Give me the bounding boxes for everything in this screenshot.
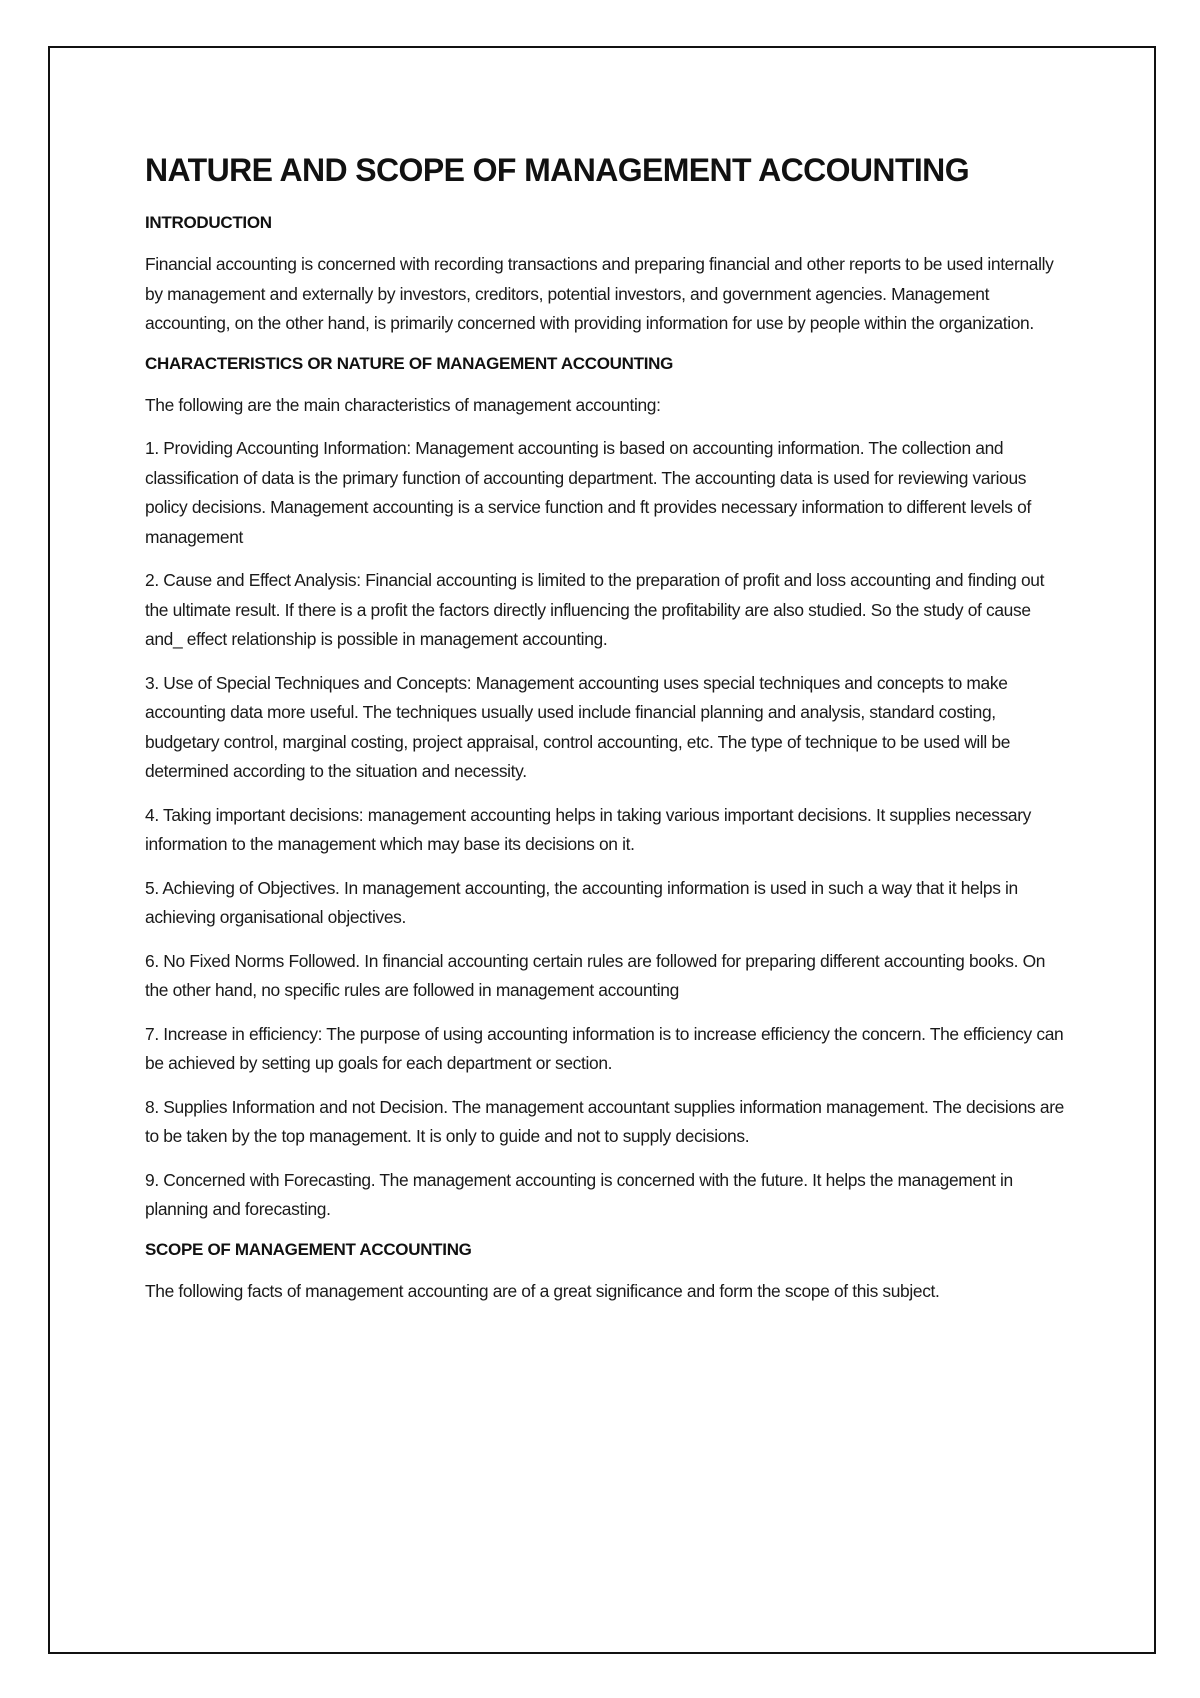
- characteristic-item-2: 2. Cause and Effect Analysis: Financial accounting is limited to the preparation of profit and loss accounting and finding out the ultimate result. If there is a profit the factors directly influencing the profitability are also studied. So the study of cause and_ effect relationship is possible in management accounting.: [145, 570, 1045, 649]
- characteristic-item-5: 5. Achieving of Objectives. In management accounting, the accounting information is used in such a way that it helps in achieving organisational objectives.: [145, 877, 1018, 927]
- document-content: [145, 150, 1065, 1320]
- characteristic-item-6: 6. No Fixed Norms Followed. In financial accounting certain rules are followed for preparing different accounting books. On the other hand, no specific rules are followed in management accounting: [145, 950, 1046, 1000]
- characteristic-item-4: 4. Taking important decisions: management accounting helps in taking various important decisions. It supplies necessary information to the management which may base its decisions on it.: [145, 804, 1032, 854]
- characteristic-item-7: 7. Increase in efficiency: The purpose of using accounting information is to increase efficiency the concern. The efficiency can be achieved by setting up goals for each department or section.: [145, 1023, 1064, 1073]
- document-title: NATURE AND SCOPE OF MANAGEMENT ACCOUNTING: [145, 152, 969, 188]
- characteristics-intro: The following are the main characteristics of management accounting:: [145, 394, 661, 415]
- characteristic-item-9: 9. Concerned with Forecasting. The management accounting is concerned with the future. It helps the management in planning and forecasting.: [145, 1169, 1013, 1219]
- characteristics-heading: CHARACTERISTICS OR NATURE OF MANAGEMENT ACCOUNTING: [145, 353, 674, 373]
- scope-heading: SCOPE OF MANAGEMENT ACCOUNTING: [145, 1239, 472, 1259]
- characteristic-item-1: 1. Providing Accounting Information: Management accounting is based on accounting information. The collection and classification of data is the primary function of accounting department. The accounting data is used for reviewing various policy decisions. Management accounting is a service function and ft provides necessary information to different levels of management: [145, 438, 1031, 547]
- scope-paragraph: The following facts of management accounting are of a great significance and form the scope of this subject.: [145, 1280, 940, 1301]
- introduction-paragraph: Financial accounting is concerned with recording transactions and preparing financial and other reports to be used internally by management and externally by investors, creditors, potential investors, and government agencies. Management accounting, on the other hand, is primarily concerned with providing information for use by people within the organization.: [145, 254, 1054, 333]
- characteristic-item-3: 3. Use of Special Techniques and Concepts: Management accounting uses special techniques and concepts to make accounting data more useful. The techniques usually used include financial planning and analysis, standard costing, budgetary control, marginal costing, project appraisal, control accounting, etc. The type of technique to be used will be determined according to the situation and necessity.: [145, 672, 1011, 781]
- introduction-heading: INTRODUCTION: [145, 213, 272, 232]
- characteristic-item-8: 8. Supplies Information and not Decision. The management accountant supplies information management. The decisions are to be taken by the top management. It is only to guide and not to supply decisions.: [145, 1096, 1064, 1146]
